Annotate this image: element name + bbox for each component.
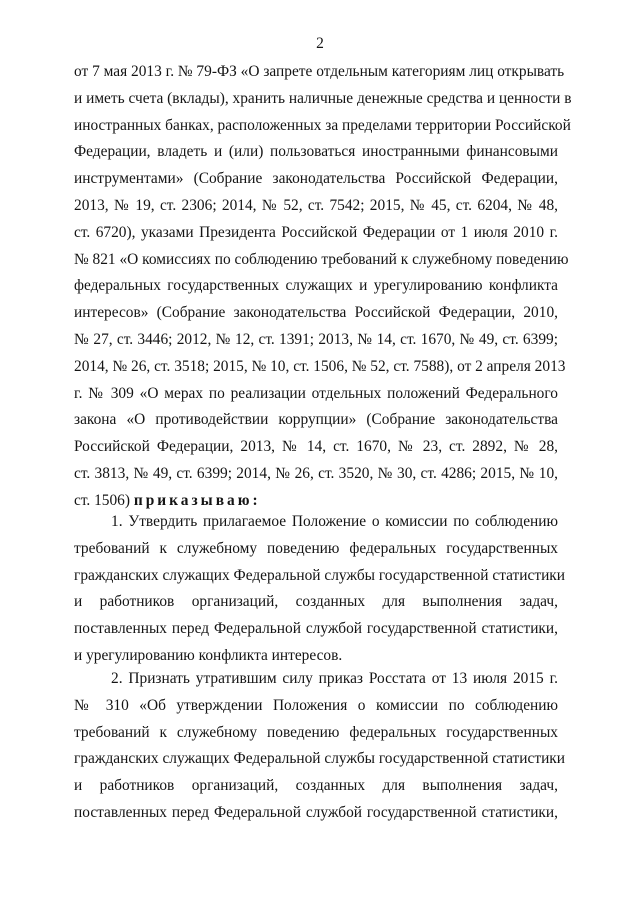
text-line: г. № 309 «О мерах по реализации отдельных положений Федерального (74, 384, 558, 402)
text-line: от 7 мая 2013 г. № 79-ФЗ «О запрете отдельным категориям лиц открывать (74, 63, 565, 80)
text-line: инструментами» (Собрание законодательства Российской Федерации, (74, 170, 558, 188)
text-line: иностранных банках, расположенных за пределами территории Российской (74, 116, 571, 134)
text-line: № 310 «Об утверждении Положения о комиссии по соблюдению (74, 696, 558, 714)
text-line: 2014, № 26, ст. 3518; 2015, № 10, ст. 1506, № 52, ст. 7588), от 2 апреля 2013 (74, 357, 566, 375)
text-line: 2. Признать утратившим силу приказ Росстата от 13 июля 2015 г. (111, 670, 558, 687)
text-line: гражданских служащих Федеральной службы государственной статистики (74, 566, 566, 584)
order-word: приказываю: (133, 491, 261, 509)
item-2-paragraph (74, 666, 566, 827)
text-line: закона «О противодействии коррупции» (Собрание законодательства (74, 411, 558, 429)
order-prefix: ст. 1506) (74, 491, 131, 509)
text-line: гражданских служащих Федеральной службы государственной статистики (74, 750, 566, 768)
page-number: 2 (316, 35, 324, 52)
text-line: и работников организаций, созданных для выполнения задач, (74, 593, 558, 611)
text-line: поставленных перед Федеральной службой государственной статистики, (74, 803, 558, 821)
text-line: Федерации, владеть и (или) пользоваться иностранными финансовыми (74, 143, 558, 161)
text-line: интересов» (Собрание законодательства Российской Федерации, 2010, (74, 304, 558, 322)
text-line: Российской Федерации, 2013, № 14, ст. 1670, № 23, ст. 2892, № 28, (74, 438, 558, 456)
intro-paragraph (74, 59, 572, 515)
text-line: требований к служебному поведению федеральных государственных (74, 723, 558, 741)
text-line: № 27, ст. 3446; 2012, № 12, ст. 1391; 2013, № 14, ст. 1670, № 49, ст. 6399; (74, 330, 558, 348)
item-1-paragraph (74, 509, 566, 670)
text-line: 1. Утвердить прилагаемое Положение о комиссии по соблюдению (111, 513, 558, 530)
text-line: поставленных перед Федеральной службой государственной статистики, (74, 620, 558, 638)
text-line: и урегулированию конфликта интересов. (74, 646, 343, 664)
text-line: и иметь счета (вклады), хранить наличные денежные средства и ценности в (74, 89, 572, 107)
text-line: федеральных государственных служащих и урегулированию конфликта (74, 277, 558, 295)
text-line: № 821 «О комиссиях по соблюдению требований к служебному поведению (74, 250, 569, 268)
text-line: ст. 3813, № 49, ст. 6399; 2014, № 26, ст. 3520, № 30, ст. 4286; 2015, № 10, (74, 464, 558, 482)
text-line: и работников организаций, созданных для выполнения задач, (74, 777, 558, 795)
text-line: 2013, № 19, ст. 2306; 2014, № 52, ст. 7542; 2015, № 45, ст. 6204, № 48, (74, 196, 558, 214)
text-line: ст. 6720), указами Президента Российской Федерации от 1 июля 2010 г. (74, 223, 558, 241)
text-line: требований к служебному поведению федеральных государственных (74, 539, 558, 557)
